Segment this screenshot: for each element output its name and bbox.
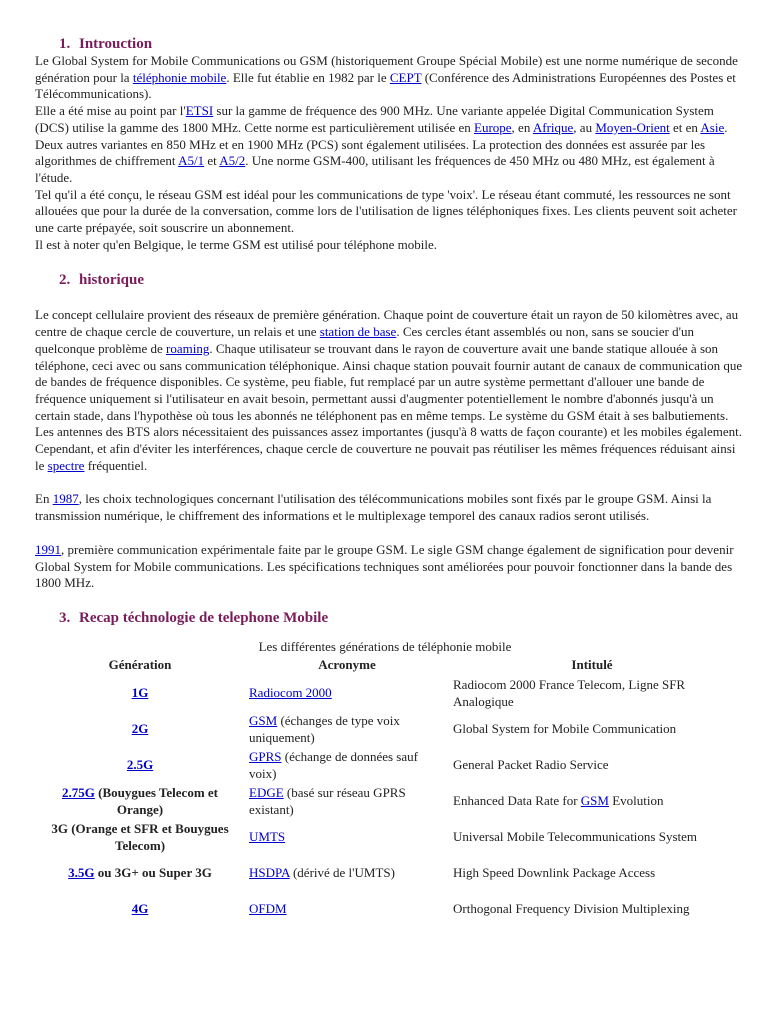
historique-paragraph-2 xyxy=(35,491,747,524)
intitule-text-end: Evolution xyxy=(608,793,664,809)
generation-link[interactable]: 3.5G xyxy=(68,865,95,881)
intro-text: Le Global System for Mobile Communications ou GSM (historiquement Groupe Spécial Mobile) est une norme numérique de seconde génération pour la xyxy=(35,53,738,85)
cell-generation xyxy=(35,712,245,748)
intitule-text: Global System for Mobile Communication xyxy=(453,721,677,737)
table-row-3 xyxy=(35,748,735,784)
header-acronyme: Acronyme xyxy=(318,657,376,673)
historique-paragraph-1 xyxy=(35,307,747,474)
intro-text: et en xyxy=(669,119,701,135)
table-row-4 xyxy=(35,784,735,820)
intitule-text: High Speed Downlink Package Access xyxy=(453,865,656,881)
link-station-de-base[interactable]: station de base xyxy=(319,324,397,340)
cell-generation xyxy=(35,676,245,712)
cell-acronyme xyxy=(245,676,449,712)
section-2-number: 2. xyxy=(59,272,71,289)
table-row-7 xyxy=(35,892,735,928)
section-1-number: 1. xyxy=(59,36,71,52)
historique-text: , les choix technologiques concernant l'utilisation des télécommunications mobiles sont fixés par le groupe GSM. Ainsi la transmission numérique, le chiffrement des informations et le multiplexage temporel des canaux radios seront utilisés. xyxy=(35,491,712,524)
cell-generation xyxy=(35,820,245,856)
cell-intitule xyxy=(449,892,735,928)
acronyme-text: (échanges de type voix uniquement) xyxy=(249,712,400,745)
acronyme-link[interactable]: GPRS xyxy=(249,748,282,764)
cell-generation xyxy=(35,748,245,784)
table-row-5 xyxy=(35,820,735,856)
table-caption: Les différentes générations de téléphonie mobile xyxy=(258,638,512,654)
intitule-text: General Packet Radio Service xyxy=(453,757,609,773)
intro-paragraph-4: Il est à noter qu'en Belgique, le terme GSM est utilisé pour téléphone mobile. xyxy=(35,236,437,252)
cell-acronyme xyxy=(245,712,449,748)
intitule-link[interactable]: GSM xyxy=(580,793,609,809)
intro-text: (Conférence des Administrations Européennes des Postes et Télécommunications). xyxy=(35,69,736,102)
link-roaming[interactable]: roaming xyxy=(166,340,210,356)
section-3-heading xyxy=(35,609,747,627)
table-row-1 xyxy=(35,676,735,712)
cell-generation xyxy=(35,856,245,892)
acronyme-link[interactable]: HSDPA xyxy=(249,865,290,881)
link-telephonie-mobile[interactable]: téléphonie mobile xyxy=(132,69,227,85)
link-moyen-orient[interactable]: Moyen-Orient xyxy=(595,119,670,135)
header-intitule: Intitulé xyxy=(571,657,613,673)
header-generation: Génération xyxy=(108,657,172,673)
cell-acronyme xyxy=(245,748,449,784)
historique-text: , première communication expérimentale faite par le groupe GSM. Le sigle GSM change également de signification pour devenir Global System for Mobile communications. Les spécifications techniques sont améliorées pour pouvoir fonctionner dans la bande des 1800 MHz. xyxy=(35,541,734,591)
intro-paragraph-1 xyxy=(35,53,747,103)
link-1987[interactable]: 1987 xyxy=(52,491,79,507)
cell-acronyme xyxy=(245,856,449,892)
intitule-text: Universal Mobile Telecommunications System xyxy=(453,829,698,845)
table-header-row xyxy=(35,656,735,676)
historique-paragraph-3 xyxy=(35,542,747,592)
section-3-number: 3. xyxy=(59,609,71,626)
table-row-2 xyxy=(35,712,735,748)
historique-text: . Chaque utilisateur se trouvant dans le rayon de couverture avait une bande statique allouée à son téléphone, ceci avec ou sans communication téléphonique. Ainsi chaque station pouvait fournir autant de canaux de communication que de bandes de fréquence disponibles. Ce système, peu fiable, fut remplacé par un autre système permettant d'allouer une bande de fréquence uniquement si l'utilisateur en avait besoin, permettant aussi d'augmenter potentiellement le nombre d'abonnés jusqu'à un certain stade, dans l'hypothèse où tous les abonnés ne téléphonent pas en même temps. Le système du GSM était à ses balbutiements. Les antennes des BTS alors nécessitaient des puissances assez importantes (jusqu'à 8 watts de façon courante) et les mobiles également. Cependant, et afin d'éviter les interférences, chaque cercle de couverture ne pouvait pas réutiliser les mêmes fréquences réduisant ainsi le xyxy=(35,340,743,473)
generation-text: 3G (Orange et SFR et Bouygues Telecom) xyxy=(51,820,229,853)
section-2-title: historique xyxy=(79,272,145,289)
link-a52[interactable]: A5/2 xyxy=(219,153,246,169)
cell-generation xyxy=(35,784,245,820)
intitule-text: Enhanced Data Rate for xyxy=(453,793,581,809)
intro-text: et xyxy=(204,153,220,169)
acronyme-link[interactable]: Radiocom 2000 xyxy=(249,685,332,701)
acronyme-link[interactable]: UMTS xyxy=(249,829,286,845)
link-europe[interactable]: Europe xyxy=(474,119,512,135)
acronyme-text: (dérivé de l'UMTS) xyxy=(289,865,395,881)
link-1991[interactable]: 1991 xyxy=(35,541,61,557)
generation-link[interactable]: 2G xyxy=(131,721,149,737)
acronyme-link[interactable]: OFDM xyxy=(249,901,287,917)
cell-acronyme xyxy=(245,820,449,856)
generation-text: (Bouygues Telecom et Orange) xyxy=(94,784,218,817)
cell-intitule xyxy=(449,784,735,820)
intro-text: , en xyxy=(511,119,533,135)
acronyme-text: (échange de données sauf voix) xyxy=(249,748,418,781)
historique-text: . Ces cercles étant assemblés ou non, sans se soucier d'un quelconque problème de xyxy=(35,324,694,356)
cell-acronyme xyxy=(245,784,449,820)
intro-text: . Elle fut établie en 1982 par le xyxy=(226,69,390,85)
link-asie[interactable]: Asie xyxy=(700,119,725,135)
historique-text: Le concept cellulaire provient des réseaux de première génération. Chaque point de couverture était un rayon de 50 kilomètres avec, au centre de chaque cercle de couverture, un relais et une xyxy=(35,307,739,340)
acronyme-link[interactable]: EDGE xyxy=(249,784,284,800)
acronyme-link[interactable]: GSM xyxy=(249,712,278,728)
intro-text: , au xyxy=(573,119,596,135)
intro-paragraph-2 xyxy=(35,103,747,187)
cell-acronyme xyxy=(245,892,449,928)
historique-text: En xyxy=(35,491,53,507)
generations-table-wrapper xyxy=(35,639,735,928)
cell-intitule xyxy=(449,748,735,784)
table-row-6 xyxy=(35,856,735,892)
intro-text: Elle a été mise au point par l' xyxy=(35,103,186,119)
document-page xyxy=(35,35,747,928)
generations-table xyxy=(35,656,735,928)
generation-text: ou 3G+ ou Super 3G xyxy=(94,865,212,881)
link-a51[interactable]: A5/1 xyxy=(178,153,205,169)
intitule-text: Orthogonal Frequency Division Multiplexing xyxy=(453,901,690,917)
historique-text: fréquentiel. xyxy=(84,457,148,473)
cell-intitule xyxy=(449,856,735,892)
cell-generation xyxy=(35,892,245,928)
section-2-heading xyxy=(35,271,747,289)
generation-link[interactable]: 4G xyxy=(131,901,149,917)
generation-link[interactable]: 2.75G xyxy=(61,784,95,800)
intro-text: . Une norme GSM-400, utilisant les fréquences de 450 MHz ou 480 MHz, est également à l'étude. xyxy=(35,153,715,185)
section-3-title: Recap téchnologie de telephone Mobile xyxy=(79,609,329,626)
generation-link[interactable]: 1G xyxy=(131,685,149,701)
cell-intitule xyxy=(449,820,735,856)
link-afrique[interactable]: Afrique xyxy=(532,119,574,135)
cell-intitule xyxy=(449,676,735,712)
intro-text: sur la gamme de fréquence des 900 MHz. Une variante appelée Digital Communication System (DCS) utilise la gamme des 1800 MHz. Cette norme est particulièrement utilisée en xyxy=(35,103,714,135)
link-cept[interactable]: CEPT xyxy=(389,69,422,85)
intitule-text: Radiocom 2000 France Telecom, Ligne SFR Analogique xyxy=(453,676,686,709)
acronyme-text: (basé sur réseau GPRS existant) xyxy=(249,784,406,817)
cell-intitule xyxy=(449,712,735,748)
link-spectre[interactable]: spectre xyxy=(47,457,85,473)
link-etsi[interactable]: ETSI xyxy=(185,103,214,119)
intro-text: . Deux autres variantes en 850 MHz et en 1900 MHz (PCS) sont également utilisées. La protection des données est assurée par les algorithmes de chiffrement xyxy=(35,119,728,169)
intro-paragraph-3: Tel qu'il a été conçu, le réseau GSM est idéal pour les communications de type 'voix'. Le réseau étant commuté, les ressources ne sont allouées que pour la durée de la conversation, comme lors de l'utilisation de lignes téléphoniques fixes. Les clients peuvent soit acheter une carte prépayée, soit souscrire un abonnement. xyxy=(35,186,737,236)
section-1-title: Introuction xyxy=(79,36,153,52)
section-1-heading xyxy=(35,35,747,53)
generation-link[interactable]: 2.5G xyxy=(126,757,154,773)
